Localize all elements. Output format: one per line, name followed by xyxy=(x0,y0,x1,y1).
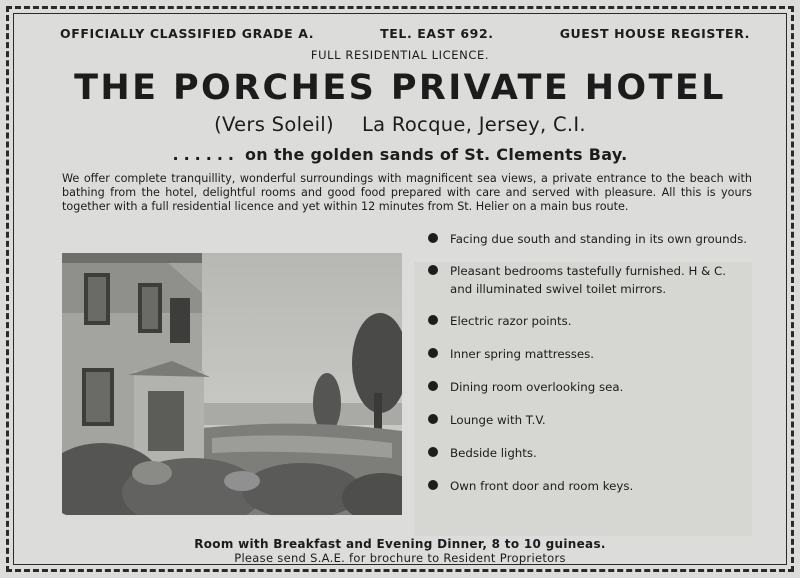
feature-item xyxy=(428,378,748,396)
alt-name: (Vers Soleil) xyxy=(214,113,334,136)
footer xyxy=(0,537,800,565)
feature-text: Inner spring mattresses. xyxy=(450,347,595,361)
bullet-icon xyxy=(428,447,438,457)
brochure-line: Please send S.A.E. for brochure to Resident Proprietors xyxy=(234,551,566,565)
feature-text: Own front door and room keys. xyxy=(450,479,634,493)
bullet-icon xyxy=(428,348,438,358)
register-text: GUEST HOUSE REGISTER. xyxy=(559,26,750,41)
feature-item xyxy=(428,444,748,462)
feature-text: Bedside lights. xyxy=(450,446,537,460)
hotel-name: THE PORCHES PRIVATE HOTEL xyxy=(74,68,726,108)
bullet-icon xyxy=(428,414,438,424)
location-text: La Rocque, Jersey, C.I. xyxy=(361,113,586,136)
features-list xyxy=(428,230,748,495)
feature-text: Lounge with T.V. xyxy=(450,413,546,427)
bullet-icon xyxy=(428,480,438,490)
feature-item xyxy=(428,477,748,495)
feature-text: Facing due south and standing in its own grounds. xyxy=(450,232,748,246)
feature-item xyxy=(428,312,748,330)
feature-text: Electric razor points. xyxy=(450,314,572,328)
feature-item xyxy=(428,262,740,298)
bullet-icon xyxy=(428,233,438,243)
feature-text: Pleasant bedrooms tastefully furnished. H & C. and illuminated swivel toilet mirrors. xyxy=(450,264,727,296)
tagline-dots: ...... xyxy=(172,145,239,164)
pricing-line: Room with Breakfast and Evening Dinner, 8 to 10 guineas. xyxy=(194,537,606,551)
hotel-photo xyxy=(62,253,402,515)
header-line xyxy=(60,26,750,41)
tagline-text: on the golden sands of St. Clements Bay. xyxy=(244,145,628,164)
feature-item xyxy=(428,411,748,429)
bullet-icon xyxy=(428,265,438,275)
tagline xyxy=(0,145,800,164)
telephone-text: TEL. EAST 692. xyxy=(380,26,494,41)
bullet-icon xyxy=(428,381,438,391)
hotel-photo-image xyxy=(62,253,402,515)
feature-text: Dining room overlooking sea. xyxy=(450,380,624,394)
feature-item xyxy=(428,230,750,248)
licence-text: FULL RESIDENTIAL LICENCE. xyxy=(310,48,490,62)
feature-item xyxy=(428,345,748,363)
intro-paragraph: We offer complete tranquillity, wonderful surroundings with magnificent sea views, a private entrance to the beach with bathing from the hotel, delightful rooms and good food prepared with care and served with pleasure. All this is yours together with a full residential licence and yet within 12 minutes from St. Helier on a main bus route. xyxy=(62,172,752,213)
bullet-icon xyxy=(428,315,438,325)
location-line xyxy=(0,113,800,136)
classification-text: OFFICIALLY CLASSIFIED GRADE A. xyxy=(60,26,315,41)
